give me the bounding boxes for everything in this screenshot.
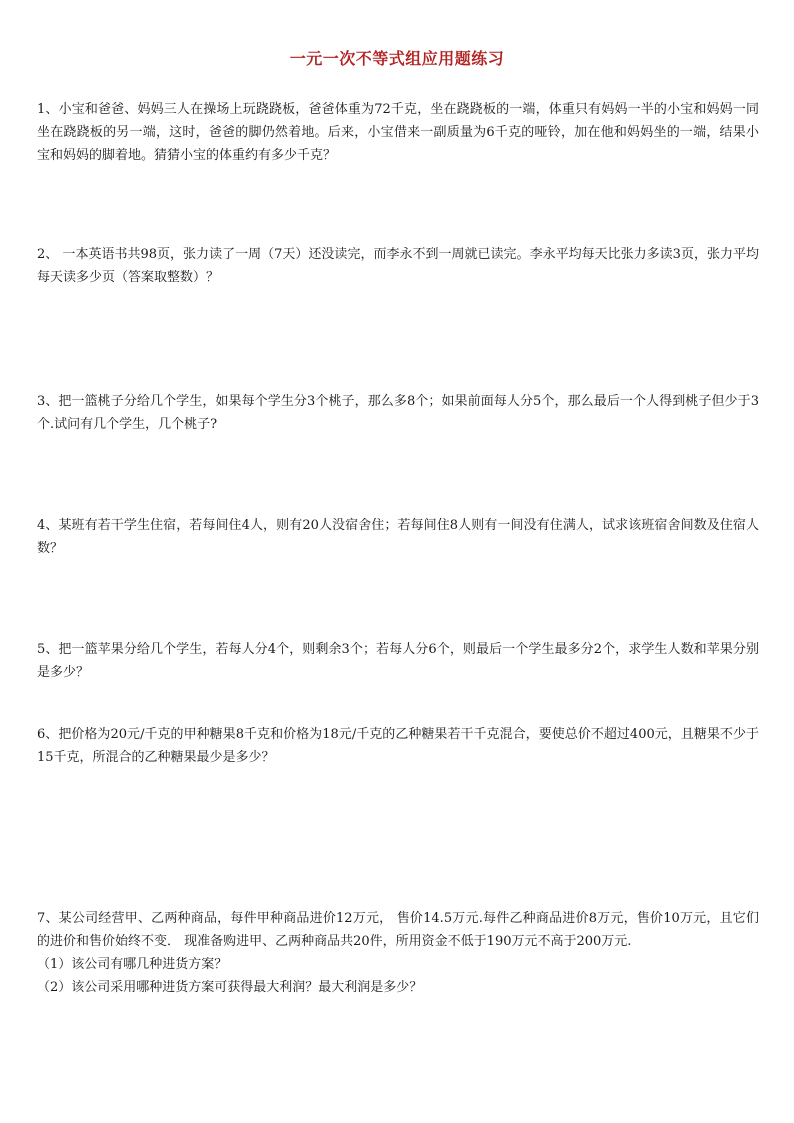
question-1 <box>37 98 759 167</box>
question-6 <box>37 723 759 769</box>
question-1-text: 1、小宝和爸爸、妈妈三人在操场上玩跷跷板，爸爸体重为72千克，坐在跷跷板的一端，体重只有妈妈一半的小宝和妈妈一同坐在跷跷板的另一端，这时，爸爸的脚仍然着地。后来，小宝借来一副质量为6千克的哑铃，加在他和妈妈坐的一端，结果小宝和妈妈的脚着地。猜猜小宝的体重约有多少千克？ <box>37 102 759 163</box>
question-7-part-2: （2）该公司采用哪种进货方案可获得最大利润？最大利润是多少？ <box>37 980 423 995</box>
question-2-text: 2、 一本英语书共98页，张力读了一周（7天）还没读完，而李永不到一周就已读完。李永平均每天比张力多读3页，张力平均每天读多少页（答案取整数）？ <box>37 247 759 285</box>
question-7-part-1: （1）该公司有哪几种进货方案？ <box>37 957 228 972</box>
question-6-text: 6、把价格为20元/千克的甲种糖果8千克和价格为18元/千克的乙种糖果若干千克混合，要使总价不超过400元，且糖果不少于15千克，所混合的乙种糖果最少是多少？ <box>37 727 759 765</box>
page-title: 一元一次不等式组应用题练习 <box>289 49 505 68</box>
question-4 <box>37 514 759 560</box>
question-3-text: 3、把一篮桃子分给几个学生，如果每个学生分3个桃子，那么多8个；如果前面每人分5个，那么最后一个人得到桃子但少于3个.试问有几个学生，几个桃子? <box>37 394 759 432</box>
question-4-text: 4、某班有若干学生住宿，若每间住4人，则有20人没宿舍住；若每间住8人则有一间没有住满人，试求该班宿舍间数及住宿人数？ <box>37 518 759 556</box>
question-7 <box>37 907 759 999</box>
question-2 <box>37 243 759 289</box>
question-5-text: 5、把一篮苹果分给几个学生，若每人分4个，则剩余3个；若每人分6个，则最后一个学生最多分2个，求学生人数和苹果分别是多少？ <box>37 642 759 680</box>
question-5 <box>37 638 759 684</box>
question-7-text: 7、某公司经营甲、乙两种商品，每件甲种商品进价12万元， 售价14.5万元.每件乙种商品进价8万元，售价10万元，且它们的进价和售价始终不变． 现准备购进甲、乙两种商品共20件，所用资金不低于190万元不高于200万元. <box>37 911 759 949</box>
question-3 <box>37 390 759 436</box>
